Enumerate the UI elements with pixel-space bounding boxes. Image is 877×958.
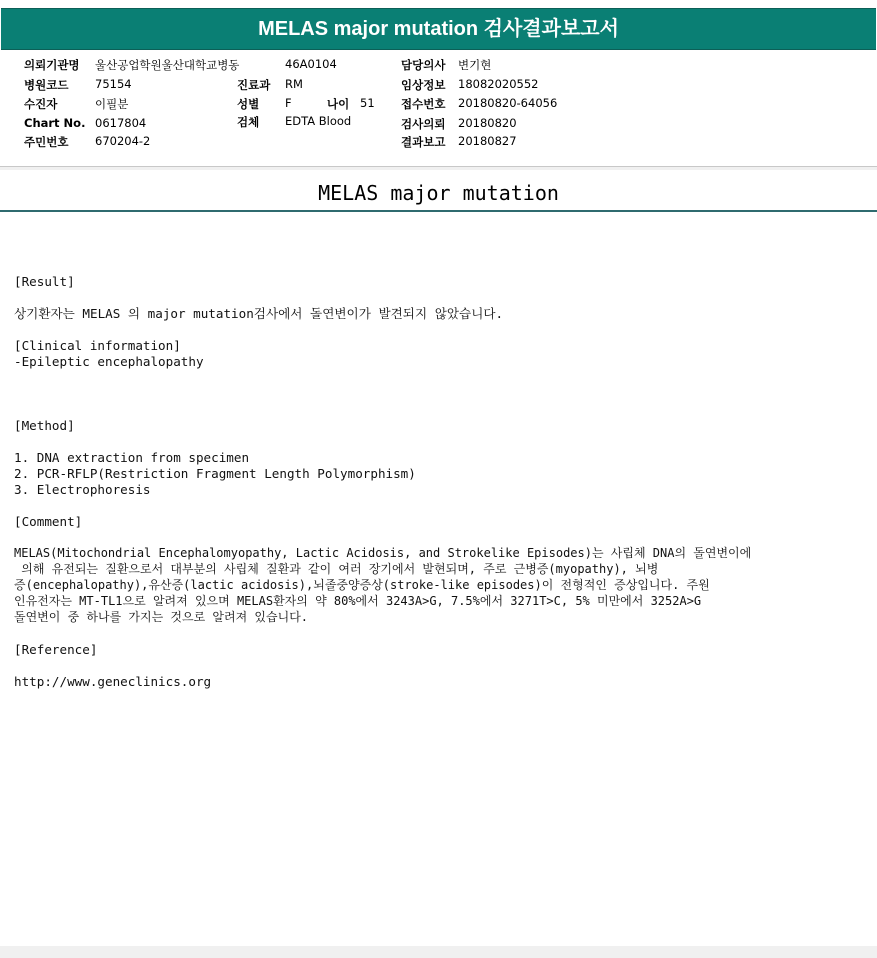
report-title: MELAS major mutation: [0, 170, 877, 212]
age-value: 51: [360, 96, 375, 110]
report-body: [0, 170, 877, 946]
result-text: 상기환자는 MELAS 의 major mutation검사에서 돌연변이가 발견되지 않았습니다.: [14, 306, 504, 321]
request-date-value: 20180820: [458, 116, 517, 130]
institution-code: 46A0104: [285, 57, 337, 71]
clinical-text: -Epileptic encephalopathy: [14, 354, 204, 369]
age-label: 나이: [327, 97, 350, 111]
report-date-label: 결과보고: [401, 135, 446, 149]
comment-heading: [Comment]: [14, 514, 83, 529]
comment-line-1: MELAS(Mitochondrial Encephalomyopathy, Lactic Acidosis, and Strokelike Episodes)는 사립체 DNA의 돌연변이에: [14, 546, 752, 560]
department-value: RM: [285, 77, 303, 91]
method-step-3: 3. Electrophoresis: [14, 482, 151, 497]
comment-line-5: 돌연변이 중 하나를 가지는 것으로 알려져 있습니다.: [14, 610, 309, 624]
doctor-value: 변기현: [458, 58, 492, 72]
doctor-label: 담당의사: [401, 58, 446, 72]
patient-value: 이필분: [95, 97, 129, 111]
comment-line-3: 증(encephalopathy),유산증(lactic acidosis),뇌졸중양증상(stroke-like episodes)이 전형적인 증상입니다. 주원: [14, 578, 710, 592]
patient-label: 수진자: [24, 97, 58, 111]
specimen-value: EDTA Blood: [285, 114, 352, 128]
reference-heading: [Reference]: [14, 642, 98, 657]
sex-label: 성별: [237, 97, 260, 111]
request-date-label: 검사의뢰: [401, 117, 446, 131]
hospital-code-value: 75154: [95, 77, 132, 91]
comment-line-2: 의해 유전되는 질환으로서 대부분의 사립체 질환과 같이 여러 장기에서 발현되며, 주로 근병증(myopathy), 뇌병: [14, 562, 659, 576]
method-step-1: 1. DNA extraction from specimen: [14, 450, 250, 465]
clinical-info-value: 18082020552: [458, 77, 539, 91]
report-header-panel: [0, 0, 877, 167]
accession-value: 20180820-64056: [458, 96, 558, 110]
method-heading: [Method]: [14, 418, 75, 433]
resident-id-label: 주민번호: [24, 135, 69, 149]
hospital-code-label: 병원코드: [24, 78, 69, 92]
department-label: 진료과: [237, 78, 271, 92]
institution-label: 의뢰기관명: [24, 58, 80, 72]
accession-label: 접수번호: [401, 97, 446, 111]
clinical-info-label: 임상정보: [401, 78, 446, 92]
chart-no-label: Chart No.: [24, 116, 86, 130]
sex-value: F: [285, 96, 292, 110]
comment-line-4: 인유전자는 MT-TL1으로 알려져 있으며 MELAS환자의 약 80%에서 3243A>G, 7.5%에서 3271T>C, 5% 미만에서 3252A>G: [14, 594, 702, 608]
resident-id-value: 670204-2: [95, 134, 151, 148]
clinical-heading: [Clinical information]: [14, 338, 181, 353]
report-date-value: 20180827: [458, 134, 517, 148]
result-heading: [Result]: [14, 274, 75, 289]
institution-value: 울산공업학원울산대학교병동: [95, 58, 240, 72]
method-step-2: 2. PCR-RFLP(Restriction Fragment Length Polymorphism): [14, 466, 416, 481]
chart-no-value: 0617804: [95, 116, 147, 130]
page-title: MELAS major mutation 검사결과보고서: [1, 8, 876, 50]
specimen-label: 검체: [237, 115, 260, 129]
reference-link[interactable]: http://www.geneclinics.org: [14, 674, 212, 689]
